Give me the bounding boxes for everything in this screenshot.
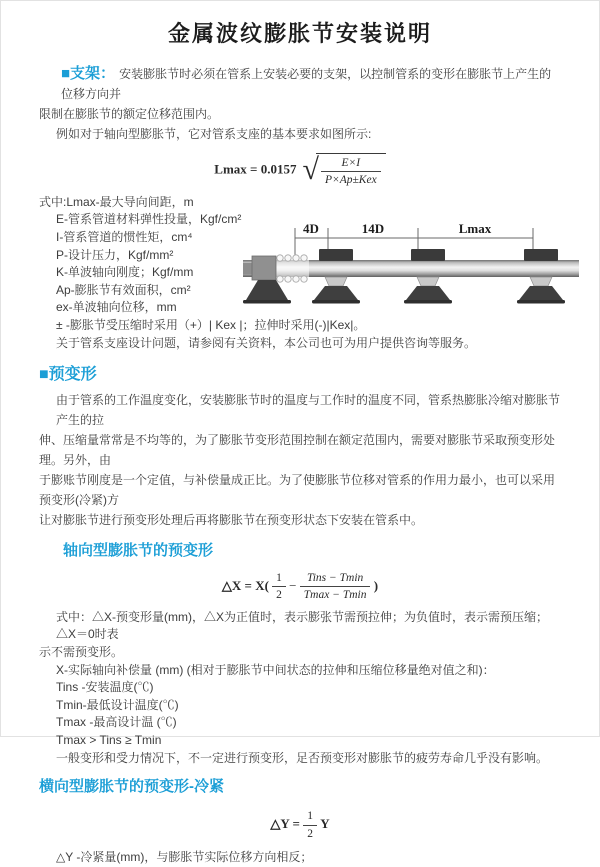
delta-y-formula (39, 809, 561, 841)
lmax-formula-denominator: P×Ap±Kex (324, 174, 377, 187)
axial-tmax-definition: Tmax -最高设计温 (℃) (56, 715, 177, 730)
bellows-icon (273, 255, 309, 282)
axial-preform-subheading: 轴向型膨胀节的预变形 (63, 542, 214, 560)
definition-item: K-单波轴向刚度；Kgf/mm (56, 265, 194, 280)
axial-note-line1: 式中：△X-预变形量(mm)，△X为正值时，表示膨张节需预拉伸；为负值时，表示需预压缩；△X＝0时表 (56, 609, 548, 642)
delta-x-lhs: △X = X( (221, 577, 269, 593)
preform-line4: 让对膨胀节进行预变形处理后再将膨胀节在预变形状态下安装在管系中。 (39, 513, 424, 528)
temperature-fraction-denominator: Tmax − Tmin (303, 589, 367, 602)
definition-item: E-管系管道材料弹性投量，Kgf/cm² (56, 212, 242, 227)
page-title: 金属波纹膨胀节安装说明 (167, 21, 432, 46)
one-half-fraction: $\frac{1}{2}$ (272, 571, 286, 603)
lmax-formula-numerator: E×I (321, 156, 381, 172)
axial-x-definition: X-实际轴向补偿量 (mm) (相对于膨胀节中间状态的拉伸和压缩位移量绝对值之和)： (56, 662, 495, 677)
support-section (39, 64, 561, 144)
support-text-line3: 例如对于轴向型膨胀节，它对管系支座的基本要求如图所示: (56, 127, 372, 141)
lmax-formula-prefix: Lmax = 0.0157 (214, 161, 297, 177)
preform-line3: 于膨账节刚度是一个定值，与补偿量成正比。为了使膨胀节位移对管系的作用力最小，也可以采用预变形(冷紧)方 (39, 473, 556, 508)
lateral-preform-subheading: 横向型膨胀节的预变形-冷紧 (39, 778, 224, 796)
preform-section-heading: ■预变形 (39, 366, 97, 384)
delta-x-rhs: ) (373, 577, 379, 593)
radical-sign: √ (302, 153, 319, 187)
dimension-label-14d: 14D (361, 220, 385, 236)
dimension-label-lmax: Lmax (458, 220, 492, 236)
support-text-line1: 安装膨胀节时必须在管系上安装必要的支架，以控制管系的变形在膨胀节上产生的位移方向并 (61, 67, 552, 101)
delta-y-suffix: Y (320, 816, 330, 832)
lmax-formula (39, 153, 561, 188)
axial-note-line2: 示不需预变形。 (39, 645, 124, 660)
minus-sign: − (289, 577, 297, 593)
definition-item: Ap-膨胀节有效面积，cm² (56, 282, 191, 297)
definition-item: ex-单波轴向位移，mm (56, 300, 177, 315)
preform-line2: 伸、压缩量常常是不均等的，为了膨胀节变形范围控制在额定范围内，需要对膨胀节采取预变形处理。另外，由 (39, 433, 556, 468)
axial-tmin-definition: Tmin-最低设计温度(℃) (56, 697, 179, 712)
one-half-fraction: $\frac{1}{2}$ (303, 809, 317, 841)
support-first-line (39, 64, 561, 104)
lmax-formula-radical (302, 153, 385, 188)
axial-general-note: 一般变形和受力情况下，不一定进行预变形，足否预变形对膨胀节的疲劳寿命几乎没有影响。 (56, 750, 549, 765)
pipe-support-diagram (243, 220, 597, 312)
pipe-support-diagram-svg (243, 220, 597, 312)
lateral-note: △Y -冷紧量(mm)，与膨胀节实际位移方向相反； (56, 849, 313, 864)
definition-item: 式中:Lmax-最大导向间距，m (39, 194, 194, 209)
axial-notes (39, 609, 561, 767)
axial-temperature-relation: Tmax > Tins ≥ Tmin (56, 733, 162, 747)
temperature-fraction (300, 571, 371, 603)
support-section-heading: ■支架： (61, 65, 116, 82)
definition-item-plus-minus: ± -膨胀节受压缩时采用（+）| Kex |；拉伸时采用(-)|Kex|。 (56, 317, 366, 332)
temperature-fraction-numerator: Tins − Tmin (300, 571, 371, 587)
support-text-line2: 限制在膨胀节的额定位移范围内。 (39, 107, 220, 121)
preform-paragraph (39, 390, 561, 530)
definition-item: I-管系管道的惯性矩，cm⁴ (56, 229, 193, 244)
dimension-label-4d: 4D (303, 220, 319, 236)
axial-tins-definition: Tins -安装温度(℃) (56, 680, 154, 695)
definition-item-service-note: 关于管系支座设计问题，请参阅有关资料，本公司也可为用户提供咨询等服务。 (56, 335, 477, 350)
preform-line1: 由于管系的工作温度变化，安装膨胀节时的温度与工作时的温度不同，管系热膨胀冷缩对膨胀节产生的拉 (56, 393, 561, 428)
delta-y-lhs: △Y = (270, 816, 300, 832)
definitions-and-diagram (39, 194, 561, 352)
delta-x-formula (39, 571, 561, 603)
definition-item: P-设计压力，Kgf/mm² (56, 247, 174, 262)
